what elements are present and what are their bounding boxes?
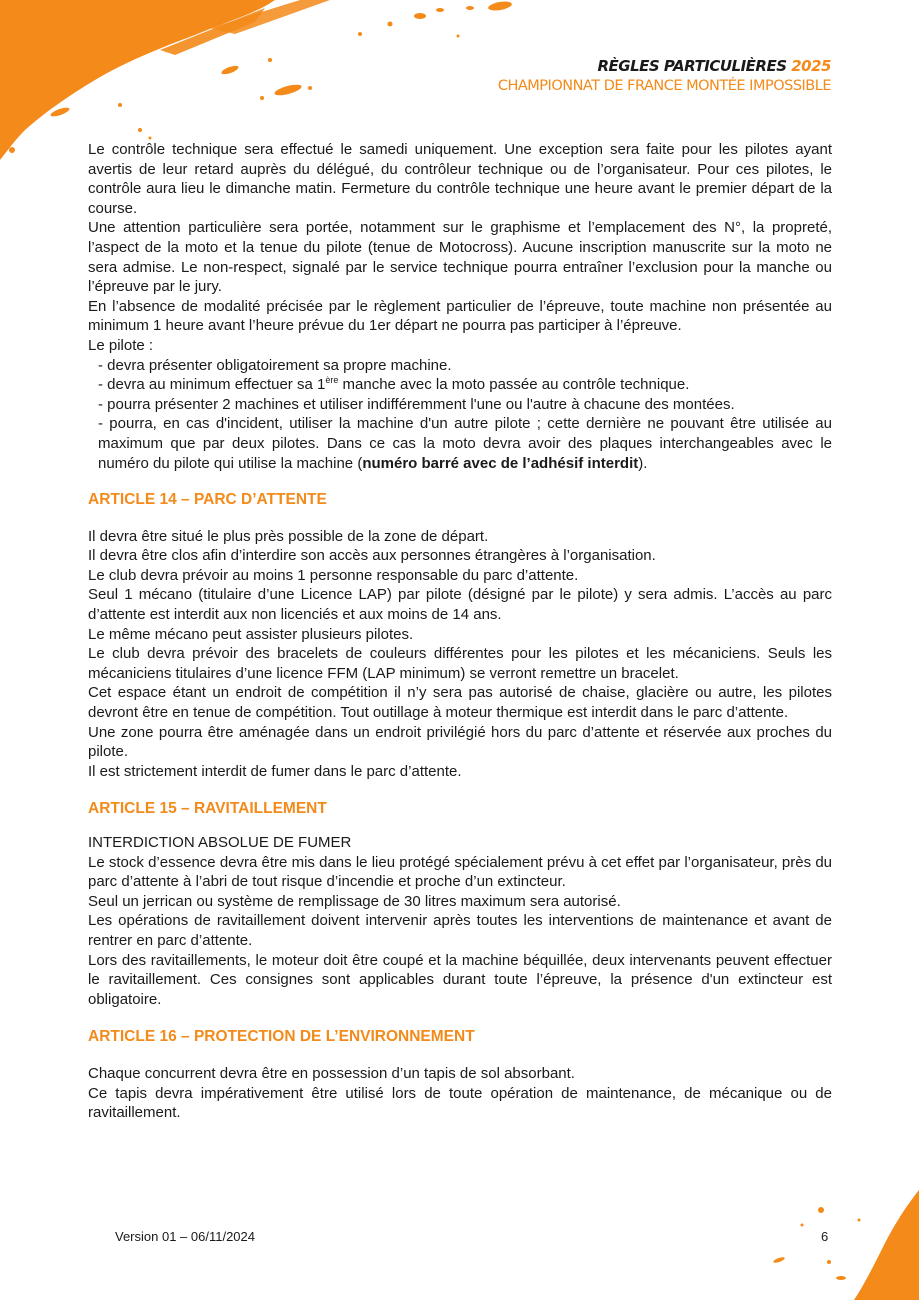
article-14-body: [88, 527, 832, 782]
paragraph: Seul 1 mécano (titulaire d’une Licence LAP) par pilote (désigné par le pilote) y sera admis. L’accès au parc d’attente est interdit aux non licenciés et aux moins de 14 ans.: [88, 586, 832, 624]
header-subtitle: CHAMPIONNAT DE FRANCE MONTÉE IMPOSSIBLE: [497, 78, 831, 94]
paragraph: Il devra être situé le plus près possible de la zone de départ.: [88, 527, 489, 545]
paragraph: Une zone pourra être aménagée dans un endroit privilégié hors du parc d’attente et réservée aux proches du pilote.: [88, 723, 832, 761]
header-title-year: 2025: [791, 57, 831, 75]
page-number: 6: [821, 1229, 829, 1244]
footer-version: Version 01 – 06/11/2024: [115, 1229, 255, 1244]
header-title-text: RÈGLES PARTICULIÈRES: [597, 57, 792, 75]
article-15-heading: ARTICLE 15 – RAVITAILLEMENT: [88, 800, 327, 818]
list-item-text: - devra au minimum effectuer sa 1: [98, 376, 326, 394]
article-15-body: [88, 833, 832, 1009]
paragraph: Le club devra prévoir au moins 1 personne responsable du parc d’attente.: [88, 566, 579, 584]
article-14-heading: ARTICLE 14 – PARC D’ATTENTE: [88, 491, 327, 509]
list-item: - pourra présenter 2 machines et utiliser indifféremment l'une ou l'autre à chacune des montées.: [98, 395, 735, 413]
paragraph: En l’absence de modalité précisée par le règlement particulier de l’épreuve, toute machine non présentée au minimum 1 heure avant l’heure prévue du 1er départ ne pourra pas participer à l’épreuve.: [88, 297, 832, 335]
list-item-text: ).: [638, 454, 648, 472]
list-item-text: manche avec la moto passée au contrôle technique.: [338, 376, 690, 394]
paragraph: Le stock d’essence devra être mis dans le lieu protégé spécialement prévu à cet effet par l’organisateur, près du parc d’attente à l’abri de tout risque d’incendie et proche d’un extincteur.: [88, 853, 832, 891]
paragraph: Le même mécano peut assister plusieurs pilotes.: [88, 625, 414, 643]
document-body: [88, 140, 832, 1123]
article-16-heading: ARTICLE 16 – PROTECTION DE L’ENVIRONNEMENT: [88, 1028, 475, 1046]
list-item: [88, 414, 832, 473]
paragraph: INTERDICTION ABSOLUE DE FUMER: [88, 834, 352, 851]
header-title: [498, 56, 831, 76]
paragraph: Les opérations de ravitaillement doivent intervenir après toutes les interventions de maintenance et avant de rentrer en parc d’attente.: [88, 912, 832, 949]
paragraph: Il devra être clos afin d’interdire son accès aux personnes étrangères à l’organisation.: [88, 547, 656, 565]
paragraph: Cet espace étant un endroit de compétition il n’y sera pas autorisé de chaise, glacière ou autre, les pilotes devront être en tenue de compétition. Tout outillage à moteur thermique est interdit dans le parc d’attente.: [88, 684, 832, 722]
document-header: [498, 56, 831, 96]
paragraph: Chaque concurrent devra être en possession d’un tapis de sol absorbant.: [88, 1064, 575, 1082]
paragraph: Lors des ravitaillements, le moteur doit être coupé et la machine béquillée, deux intervenants peuvent effectuer le ravitaillement. Ces consignes sont applicables durant toute l’épreuve, la présence d'un extincteur est obligatoire.: [88, 951, 832, 1008]
paragraph: Une attention particulière sera portée, notamment sur le graphisme et l’emplacement des N°, la propreté, l’aspect de la moto et la tenue du pilote (tenue de Motocross). Aucune inscription manuscrite sur la moto ne sera admise. Le non-respect, signalé par le service technique pourra entraîner l’exclusion pour la manche ou l’épreuve par le jury.: [88, 219, 832, 296]
paragraph: Le pilote :: [88, 336, 154, 354]
paragraph: Il est strictement interdit de fumer dans le parc d’attente.: [88, 762, 462, 780]
orange-splash-decoration-bottom: [759, 1190, 919, 1300]
paragraph: Seul un jerrican ou système de remplissage de 30 litres maximum sera autorisé.: [88, 892, 621, 910]
list-item-text: - pourra, en cas d'incident, utiliser la machine d'un autre pilote ; cette dernière ne pouvant être utilisée au maximum que par deux pilotes. Dans ce cas la moto devra avoir des plaques interchangeables avec le numéro du pilote qui utilise la machine (: [98, 415, 832, 472]
article-16-body: [88, 1064, 832, 1123]
list-item: - devra présenter obligatoirement sa propre machine.: [98, 356, 452, 374]
paragraph: Le contrôle technique sera effectué le samedi uniquement. Une exception sera faite pour les pilotes ayant avertis de leur retard auprès du délégué, du contrôleur technique ou de l’organisateur. Pour ces pilotes, le contrôle aura lieu le dimanche matin. Fermeture du contrôle technique une heure avant le premier départ de la course.: [88, 141, 832, 217]
list-item: [88, 375, 832, 395]
bold-text: numéro barré avec de l’adhésif interdit: [362, 454, 639, 472]
superscript: ère: [325, 375, 339, 386]
paragraph: Le club devra prévoir des bracelets de couleurs différentes pour les pilotes et les mécaniciens. Seuls les mécaniciens titulaires d’une licence FFM (LAP minimum) se verront remettre un bracelet.: [88, 645, 832, 682]
paragraph: Ce tapis devra impérativement être utilisé lors de toute opération de maintenance, de mécanique ou de ravitaillement.: [88, 1084, 832, 1122]
